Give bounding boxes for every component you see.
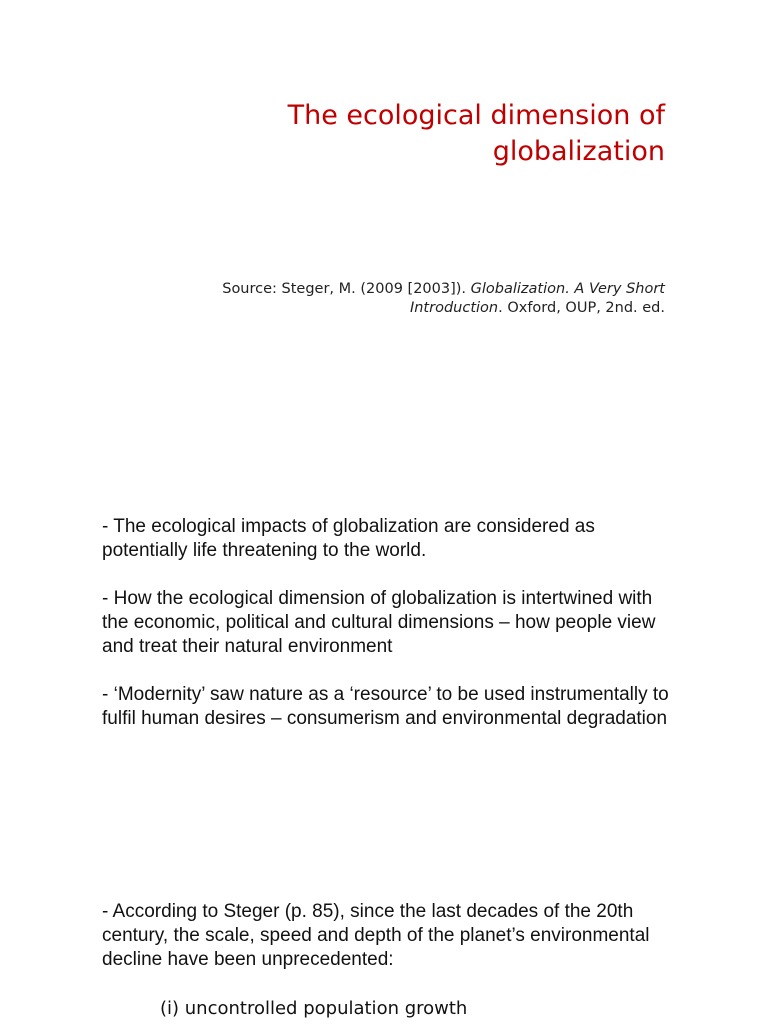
title-slide bbox=[0, 0, 768, 470]
bullet-item: - According to Steger (p. 85), since the last decades of the 20th century, the scale, speed and depth of the planet’s environmental decline have been unprecedented: bbox=[102, 901, 650, 970]
source-suffix: . Oxford, OUP, 2nd. ed. bbox=[498, 300, 665, 316]
source-book-title: Globalization. A Very Short Introduction bbox=[409, 281, 665, 316]
source-prefix: Source: Steger, M. (2009 [2003]). bbox=[222, 281, 471, 297]
bullet-list-intro bbox=[102, 515, 682, 755]
bullet-item: - ‘Modernity’ saw nature as a ‘resource’ to be used instrumentally to fulfil human desires – consumerism and environmental degradation bbox=[102, 684, 669, 729]
source-citation bbox=[145, 280, 665, 318]
bullet-item: - How the ecological dimension of globalization is intertwined with the economic, political and cultural dimensions – how people view and treat their natural environment bbox=[102, 588, 656, 657]
sub-list-item: (i) uncontrolled population growth bbox=[160, 998, 468, 1019]
slide-title: The ecological dimension of globalization bbox=[287, 100, 665, 167]
bullet-list-steger bbox=[102, 900, 682, 996]
bullet-item: - The ecological impacts of globalization are considered as potentially life threatening to the world. bbox=[102, 516, 595, 561]
